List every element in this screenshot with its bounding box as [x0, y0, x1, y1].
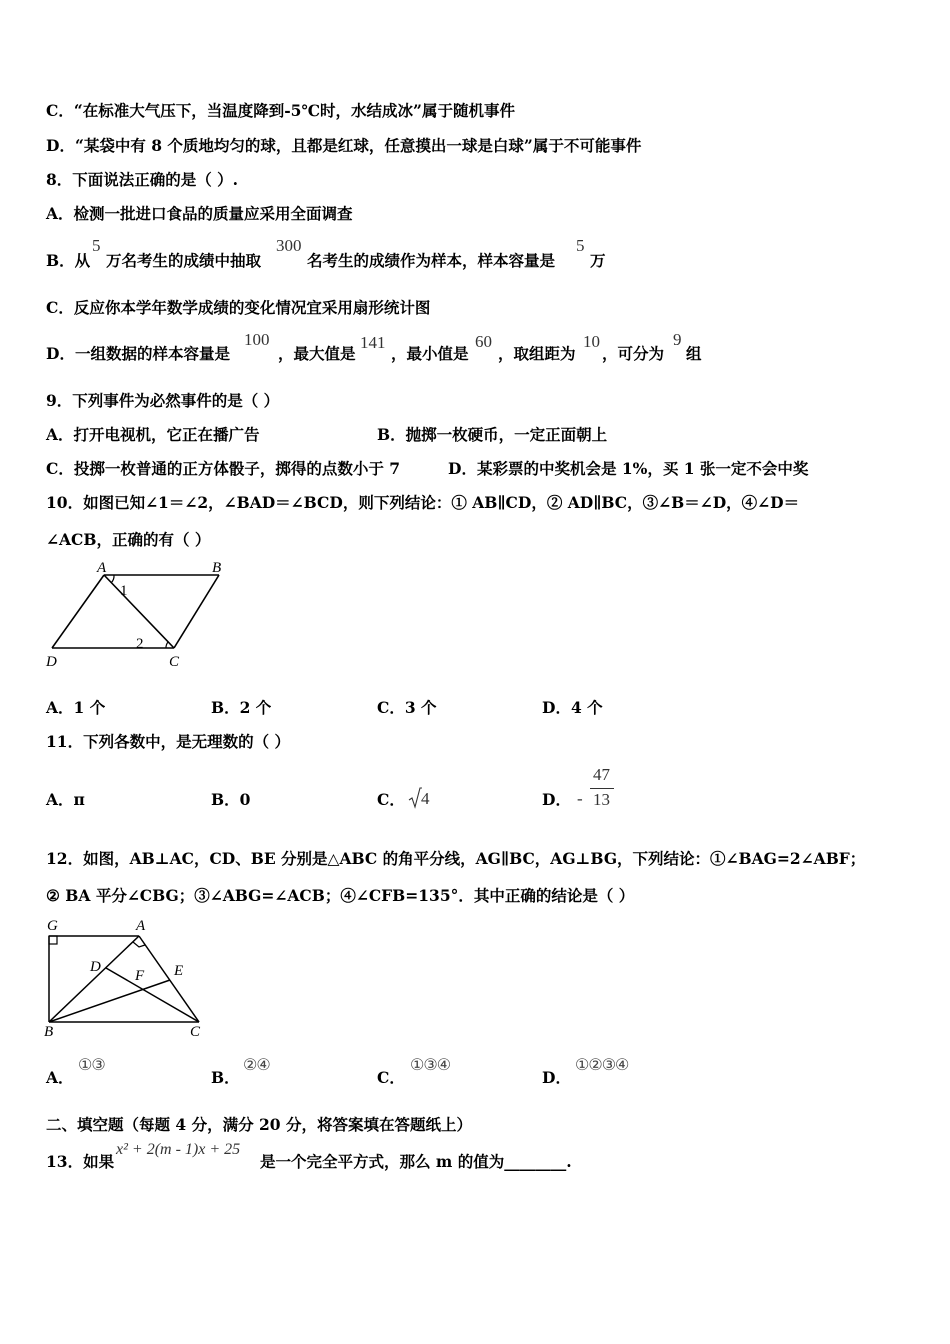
- q8-d-num-2: 141: [360, 333, 386, 352]
- q11-option-c-label: C．: [377, 790, 405, 809]
- q9-stem: 9．下列事件为必然事件的是（ ）: [46, 391, 280, 410]
- q11-stem: 11．下列各数中，是无理数的（ ）: [46, 732, 290, 751]
- q12-triangle-figure: [40, 914, 220, 1042]
- q10-option-a: A．1 个: [46, 698, 106, 717]
- q12-right-angle-g: [49, 936, 57, 944]
- q8-d-text-4: ，取组距为: [498, 344, 576, 363]
- q12-option-c-label: C．: [377, 1068, 405, 1087]
- q8-b-text-1: B．从: [46, 251, 91, 270]
- q12-option-d-value: ①②③④: [575, 1055, 629, 1074]
- q10-side-da: [52, 575, 104, 648]
- q8-d-text-3: ，最小值是: [391, 344, 469, 363]
- q8-d-num-3: 60: [475, 332, 492, 351]
- q10-angle-1-arc: [111, 575, 114, 583]
- q10-stem-line-1: 10．如图已知∠1＝∠2，∠BAD＝∠BCD，则下列结论：① AB∥CD，② AD∥BC，③∠B＝∠D，④∠D＝: [46, 493, 800, 512]
- q10-label-c: C: [169, 654, 180, 670]
- q9-option-c: C．投掷一枚普通的正方体骰子，掷得的点数小于 7: [46, 459, 401, 478]
- q10-side-bc: [174, 575, 219, 648]
- q10-label-2: 2: [136, 636, 144, 652]
- q8-d-text-1: D．一组数据的样本容量是: [46, 344, 230, 363]
- q10-label-1: 1: [120, 583, 128, 599]
- q10-label-a: A: [97, 560, 107, 576]
- q12-label-d: D: [90, 959, 101, 975]
- q10-angle-2-arc: [166, 642, 168, 648]
- fraction-bar: [590, 788, 614, 789]
- q13-text-2: 是一个完全平方式，那么 m 的值为________.: [260, 1152, 572, 1171]
- q8-d-text-2: ，最大值是: [278, 344, 356, 363]
- q11-option-b: B．0: [211, 790, 251, 809]
- q8-d-text-6: 组: [686, 344, 702, 363]
- q13-expression: x² + 2(m - 1)x + 25: [116, 1141, 241, 1158]
- q8-b-text-4: 万: [590, 251, 606, 270]
- q9-option-a: A．打开电视机，它正在播广告: [46, 425, 260, 444]
- sqrt-icon: [408, 786, 422, 810]
- q11-option-a: A．π: [46, 790, 85, 809]
- q8-b-text-3: 名考生的成绩作为样本，样本容量是: [307, 251, 556, 270]
- q12-label-f: F: [135, 968, 145, 984]
- q12-label-a: A: [136, 918, 146, 934]
- q9-option-d: D．某彩票的中奖机会是 1%，买 1 张一定不会中奖: [448, 459, 809, 478]
- q11-option-d-denominator: 13: [593, 790, 610, 809]
- q12-option-b-value: ②④: [243, 1055, 270, 1074]
- q8-option-c: C．反应你本学年数学成绩的变化情况宜采用扇形统计图: [46, 298, 431, 317]
- q8-d-num-4: 10: [583, 332, 600, 351]
- q12-bisector-be: [49, 980, 170, 1022]
- q8-b-num-3: 5: [576, 236, 585, 255]
- section-2-heading: 二、填空题（每题 4 分，满分 20 分，将答案填在答题纸上）: [46, 1115, 472, 1134]
- q8-d-num-1: 100: [244, 330, 270, 349]
- q12-segment-ac: [139, 936, 199, 1022]
- q10-parallelogram-figure: [44, 558, 230, 674]
- q11-option-d-numerator: 47: [593, 765, 610, 784]
- q11-option-d-sign: -: [577, 789, 583, 808]
- q8-b-num-1: 5: [92, 236, 101, 255]
- q12-label-b: B: [44, 1024, 54, 1040]
- q12-bisector-cd: [106, 968, 199, 1022]
- q7-option-d: D．“某袋中有 8 个质地均匀的球，且都是红球，任意摸出一球是白球”属于不可能事件: [46, 136, 642, 155]
- q8-b-text-2: 万名考生的成绩中抽取: [106, 251, 262, 270]
- q12-option-d-label: D．: [542, 1068, 571, 1087]
- q11-option-d-label: D．: [542, 790, 571, 809]
- q12-stem-line-2: ② BA 平分∠CBG；③∠ABG=∠ACB；④∠CFB=135°．其中正确的结论是（ ）: [46, 886, 635, 905]
- q11-option-c-radicand: 4: [421, 789, 430, 808]
- q12-stem-line-1: 12．如图，AB⊥AC，CD、BE 分别是△ABC 的角平分线，AG∥BC，AG⊥BG，下列结论：①∠BAG=2∠ABF；: [46, 849, 866, 868]
- q8-d-num-5: 9: [673, 330, 682, 349]
- q10-option-c: C．3 个: [377, 698, 437, 717]
- q10-option-b: B．2 个: [211, 698, 272, 717]
- q10-stem-line-2: ∠ACB，正确的有（ ）: [46, 530, 211, 549]
- q12-label-g: G: [47, 918, 58, 934]
- q9-option-b: B．抛掷一枚硬币，一定正面朝上: [377, 425, 608, 444]
- q8-b-num-2: 300: [276, 236, 302, 255]
- q12-option-b-label: B．: [211, 1068, 240, 1087]
- q8-d-text-5: ，可分为: [602, 344, 665, 363]
- q10-label-b: B: [212, 560, 222, 576]
- q10-label-d: D: [46, 654, 57, 670]
- q12-label-c: C: [190, 1024, 201, 1040]
- q12-option-a-value: ①③: [78, 1055, 105, 1074]
- q8-stem: 8．下面说法正确的是（ ）.: [46, 170, 239, 189]
- q12-label-e: E: [174, 963, 184, 979]
- q12-option-c-value: ①③④: [410, 1055, 451, 1074]
- q7-option-c: C．“在标准大气压下，当温度降到-5℃时，水结成冰”属于随机事件: [46, 101, 515, 120]
- q8-option-a: A．检测一批进口食品的质量应采用全面调查: [46, 204, 353, 223]
- q12-option-a-label: A．: [46, 1068, 74, 1087]
- q13-text-1: 13．如果: [46, 1152, 115, 1171]
- q10-option-d: D．4 个: [542, 698, 603, 717]
